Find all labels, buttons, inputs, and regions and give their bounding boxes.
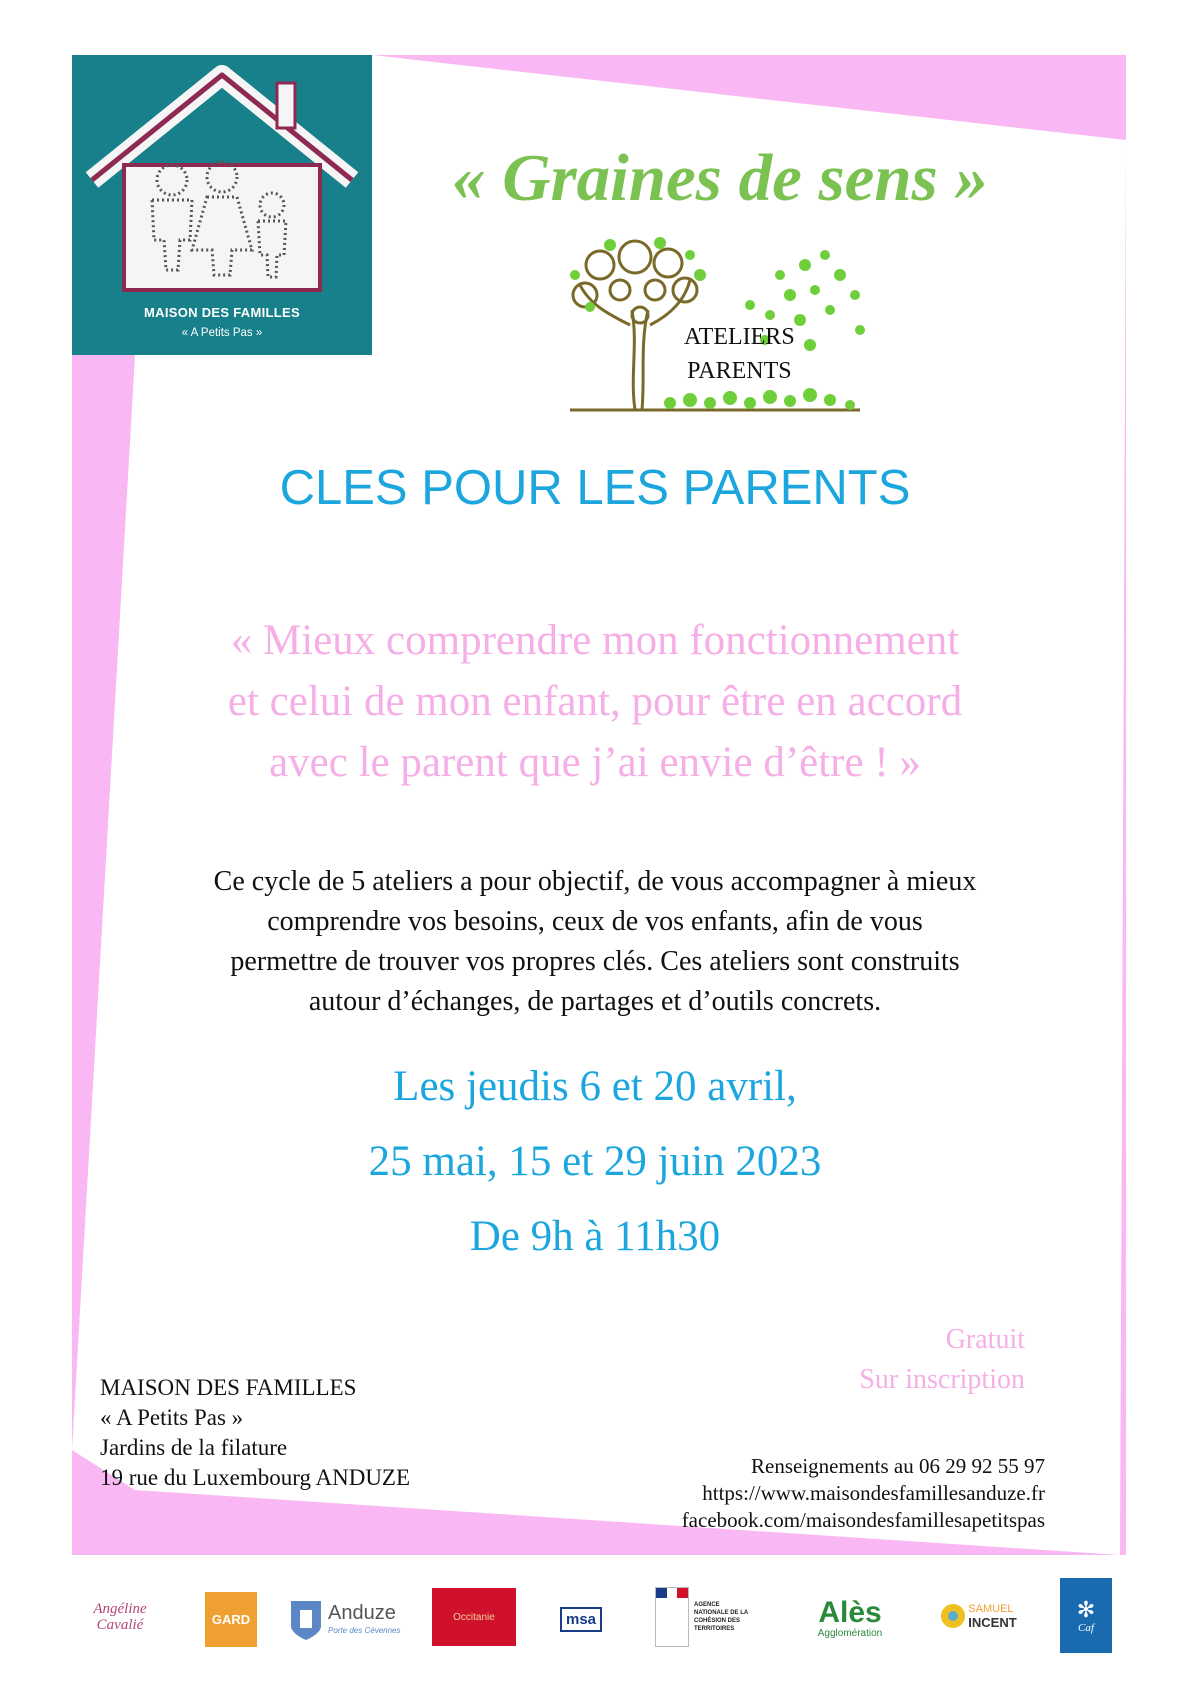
anduze-sub-label: Porte des Cévennes [328,1626,401,1635]
description-line-1: Ce cycle de 5 ateliers a pour objectif, de vous accompagner à mieux [213,866,977,897]
facebook-link[interactable]: facebook.com/maisondesfamillesapetitspas [681,1508,1045,1532]
ales-label: Alès [818,1595,882,1629]
logo-subtitle: « A Petits Pas » [181,327,263,339]
address-line-2: « A Petits Pas » [100,1405,244,1430]
description-line-2: comprendre vos besoins, ceux de vos enfants, afin de vous [267,906,923,937]
address-line-1: MAISON DES FAMILLES [100,1375,357,1400]
republique-francaise-icon [655,1587,689,1647]
anct-logo [655,1588,755,1646]
samuel-label: SAMUEL [968,1603,1014,1615]
time-line: De 9h à 11h30 [469,1213,721,1260]
dates-line-2: 25 mai, 15 et 29 juin 2023 [368,1138,822,1185]
phone-info: Renseignements au 06 29 92 55 97 [751,1454,1045,1478]
caf-snowflake-icon: ✻ [1076,1596,1096,1622]
maison-des-familles-logo [72,55,372,355]
house-family-icon [72,55,372,300]
occitanie-logo [432,1588,516,1646]
gard-label: GARD [211,1612,251,1627]
runner-icon [938,1596,968,1636]
ales-logo [805,1590,895,1646]
cavalie-label: Angéline Cavalié [93,1601,147,1633]
quote-line-3: avec le parent que j’ai envie d’être ! » [269,739,921,786]
event-title: « Graines de sens » [451,141,989,215]
contact-block [682,1453,1045,1534]
partner-logos [0,1570,1190,1660]
logo-title: MAISON DES FAMILLES [144,305,300,320]
caf-label: Caf [1078,1621,1094,1634]
occitanie-label: Occitanie [453,1611,495,1623]
address-line-3: Jardins de la filature [100,1435,288,1460]
ateliers-parents-label [684,320,795,388]
caf-logo [1060,1578,1112,1653]
quote-line-1: « Mieux comprendre mon fonctionnement [230,617,960,664]
address-line-4: 19 rue du Luxembourg ANDUZE [100,1465,411,1490]
pricing-info [859,1320,1025,1400]
anct-label: AGENCE NATIONALE DE LA COHÉSION DES TERRITOIRES [694,1602,748,1632]
ales-sub-label: Agglomération [817,1627,883,1639]
cavalie-logo [75,1582,165,1652]
quote-line-2: et celui de mon enfant, pour être en accord [227,678,963,725]
msa-label: msa [560,1607,602,1632]
quote-block [120,610,1070,793]
anduze-logo [288,1590,408,1650]
anduze-shield-icon [288,1598,324,1642]
anduze-label: Anduze [328,1602,396,1624]
description-line-4: autour d’échanges, de partages et d’outils concrets. [308,986,882,1017]
description-block [130,862,1060,1022]
free-label: Gratuit [945,1324,1025,1355]
gard-logo [205,1592,257,1647]
incent-label: INCENT [968,1615,1017,1630]
dates-line-1: Les jeudis 6 et 20 avril, [393,1063,797,1110]
ateliers-line-1: ATELIERS [684,324,795,350]
ateliers-line-2: PARENTS [687,358,792,384]
msa-logo [560,1602,632,1636]
main-heading: CLES POUR LES PARENTS [279,461,911,515]
description-line-3: permettre de trouver vos propres clés. Ces ateliers sont construits [230,946,960,977]
samuel-vincent-logo [930,1586,1025,1646]
website-link[interactable]: https://www.maisondesfamillesanduze.fr [702,1481,1045,1505]
registration-label: Sur inscription [859,1364,1025,1395]
address-block [100,1373,410,1493]
